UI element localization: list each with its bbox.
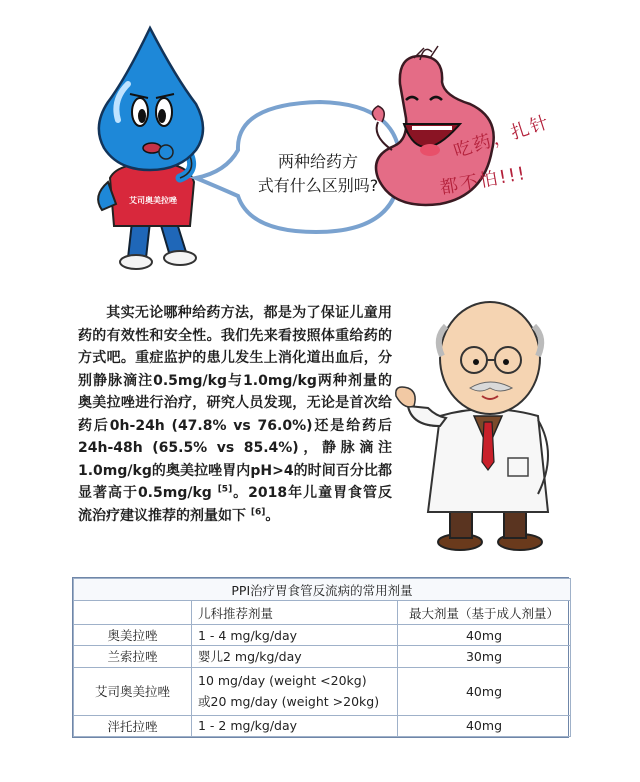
dose-table <box>72 577 569 738</box>
water-drop-character <box>98 28 203 269</box>
max-dose: 40mg <box>398 667 571 715</box>
pediatric-dose <box>192 667 398 715</box>
bubble-line-1: 两种给药方 <box>277 152 358 171</box>
pediatric-dose: 婴儿2 mg/kg/day <box>192 646 398 667</box>
table-row <box>74 667 571 715</box>
bubble-line-2: 式有什么区别吗? <box>257 176 379 195</box>
table-header-row <box>74 601 571 625</box>
pediatric-dose: 1 - 2 mg/kg/day <box>192 715 398 736</box>
pediatric-dose-line-2: 或20 mg/day (weight >20kg) <box>198 694 380 710</box>
table-row <box>74 646 571 667</box>
bubble-text <box>244 150 392 198</box>
header-max-dose: 最大剂量（基于成人剂量） <box>398 601 571 625</box>
header-drug <box>74 601 192 625</box>
dose-table-grid <box>73 578 571 737</box>
pediatric-dose-line-1: 10 mg/day (weight <20kg) <box>198 673 367 689</box>
drug-name: 艾司奥美拉唑 <box>74 667 192 715</box>
max-dose: 30mg <box>398 646 571 667</box>
reference-5: [5] <box>217 484 233 495</box>
handwriting-caption <box>438 111 610 208</box>
drug-name: 奥美拉唑 <box>74 625 192 646</box>
drug-name: 兰索拉唑 <box>74 646 192 667</box>
shirt-label: 艾司奥美拉唑 <box>129 196 177 205</box>
max-dose: 40mg <box>398 715 571 736</box>
drug-name: 泮托拉唑 <box>74 715 192 736</box>
handwriting-line-2: 都不怕!!! <box>438 162 529 199</box>
paragraph-text-a: 其实无论哪种给药方法，都是为了保证儿童用药的有效性和安全性。我们先来看按照体重给药的方式吧。重症监护的患儿发生上消化道出血后，分别静脉滴注0.5mg/kg与1.0mg/kg两种剂量的奥美拉唑进行治疗，研究人员发现，无论是首次给药后0h-24h (47.8% vs 76.0%)还是给药后24h-48h (65.5% vs 85.4%)，静脉滴注1.0mg/kg的奥美拉唑胃内pH>4的时间百分比都显著高于0.5mg/kg <box>78 305 392 501</box>
table-caption: PPI治疗胃食管反流病的常用剂量 <box>74 579 571 601</box>
body-paragraph <box>78 302 392 527</box>
pediatric-dose: 1 - 4 mg/kg/day <box>192 625 398 646</box>
header-pediatric-dose: 儿科推荐剂量 <box>192 601 398 625</box>
table-row <box>74 715 571 736</box>
paragraph-text-b: 。2018年儿童胃食管反流治疗建议推荐的剂量如下 <box>78 485 393 524</box>
paragraph-text-c: 。 <box>265 507 280 524</box>
handwriting-line-1: 吃药，扎针 <box>451 111 553 163</box>
table-row <box>74 625 571 646</box>
doctor-character <box>388 298 588 556</box>
max-dose: 40mg <box>398 625 571 646</box>
reference-6: [6] <box>250 506 266 517</box>
